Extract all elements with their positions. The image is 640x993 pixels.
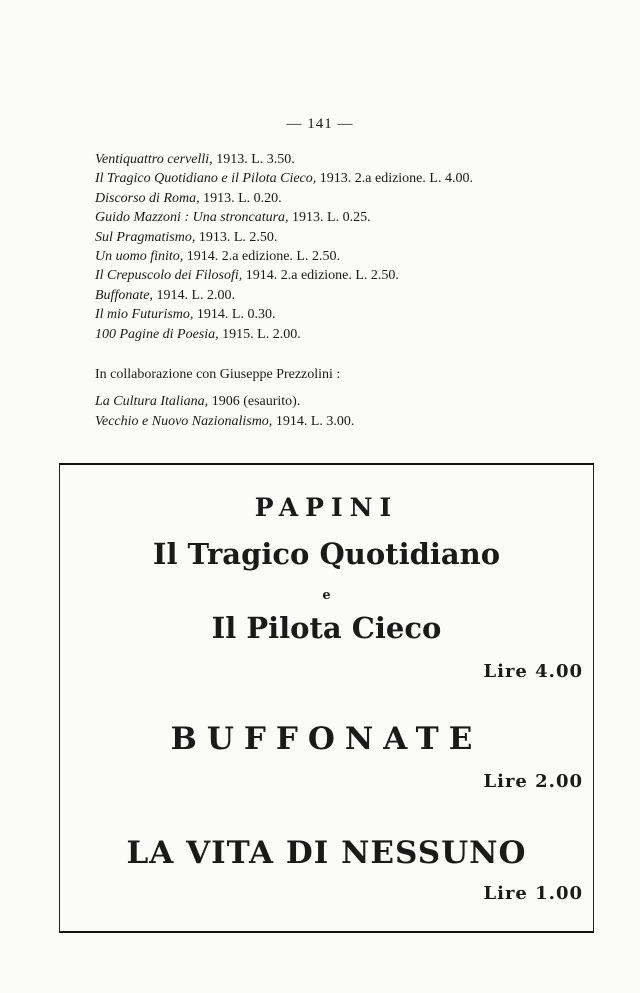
book-details: 1913. L. 3.50. (212, 152, 295, 167)
ad-title-vita-di-nessuno: LA VITA DI NESSUNO (126, 835, 527, 871)
ad-price: Lire 4.00 (483, 661, 583, 682)
list-item (95, 150, 473, 169)
list-item (95, 169, 473, 188)
book-title: Guido Mazzoni : Una stroncatura, (95, 210, 289, 226)
ad-price: Lire 1.00 (483, 883, 583, 904)
book-details: 1914. 2.a edizione. L. 2.50. (242, 268, 399, 284)
book-title: Il Crepuscolo dei Filosofi, (95, 268, 243, 284)
book-title: Sul Pragmatismo, (95, 229, 196, 245)
ad-price: Lire 2.00 (483, 771, 583, 792)
list-item (95, 247, 473, 266)
book-details: 1914. 2.a edizione. L. 2.50. (183, 249, 340, 265)
list-item (95, 412, 354, 432)
book-details: 1915. L. 2.00. (218, 326, 301, 342)
list-item (95, 325, 473, 344)
list-item (95, 266, 473, 285)
bibliography-list (95, 150, 473, 344)
book-details: 1906 (esaurito). (208, 394, 301, 409)
list-item (95, 305, 473, 324)
advertisement-box (59, 463, 594, 933)
book-details: 1914. L. 2.00. (152, 287, 235, 303)
book-title: Discorso di Roma, (95, 190, 200, 206)
book-details: 1914. L. 3.00. (272, 414, 355, 429)
book-title: 100 Pagine di Poesia, (95, 326, 219, 342)
ad-title-buffonate: BUFFONATE (170, 721, 483, 757)
book-title: Il mio Futurismo, (95, 307, 194, 323)
collaboration-heading: In collaborazione con Giuseppe Prezzolini : (95, 367, 341, 382)
ad-conjunction: e (322, 588, 331, 603)
list-item (95, 228, 473, 247)
book-details: 1913. 2.a edizione. L. 4.00. (316, 171, 473, 187)
book-details: 1913. L. 0.20. (199, 190, 282, 206)
book-details: 1913. L. 2.50. (195, 229, 278, 245)
book-title: Buffonate, (95, 287, 153, 303)
book-title: Il Tragico Quotidiano e il Pilota Cieco, (95, 171, 317, 187)
book-title: La Cultura Italiana, (95, 394, 209, 409)
collaboration-list (95, 392, 354, 432)
book-title: Un uomo finito, (95, 249, 184, 265)
page-number: — 141 — (286, 116, 354, 132)
ad-title-tragico-quotidiano: Il Tragico Quotidiano (152, 537, 501, 571)
list-item (95, 286, 473, 305)
book-details: 1914. L. 0.30. (193, 307, 276, 323)
book-title: Ventiquattro cervelli, (95, 152, 213, 167)
book-title: Vecchio e Nuovo Nazionalismo, (95, 414, 273, 429)
ad-author: PAPINI (254, 493, 399, 522)
book-details: 1913. L. 0.25. (288, 210, 371, 226)
list-item (95, 208, 473, 227)
ad-title-pilota-cieco: Il Pilota Cieco (211, 611, 442, 645)
list-item (95, 392, 354, 412)
list-item (95, 189, 473, 208)
